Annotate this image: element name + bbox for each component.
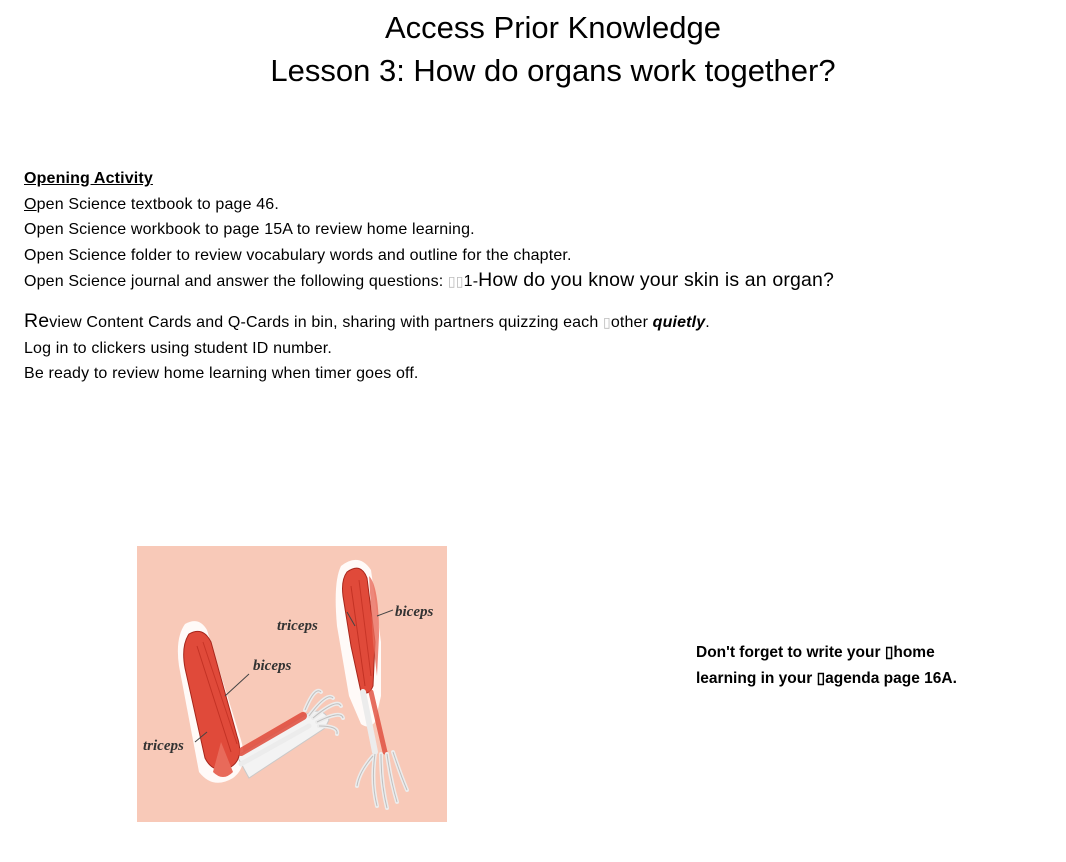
activity-item-review-cards <box>24 309 834 336</box>
review-text-2: other <box>610 313 653 331</box>
arm-muscles-illustration <box>137 546 447 822</box>
journal-text: Open Science journal and answer the following questions: <box>24 273 448 291</box>
activity-item-workbook: Open Science workbook to page 15A to review home learning. <box>24 221 475 239</box>
question-number: 1- <box>463 273 479 291</box>
activity-item-text: pen Science textbook to page 46. <box>36 195 279 213</box>
opening-activity <box>24 166 834 387</box>
label-triceps-top: triceps <box>277 618 318 634</box>
activity-item-timer: Be ready to review home learning when timer goes off. <box>24 365 419 383</box>
arm-muscles-svg <box>137 546 447 822</box>
journal-question: How do you know your skin is an organ? <box>478 269 834 292</box>
reminder-note <box>696 640 1036 692</box>
activity-item-folder: Open Science folder to review vocabulary words and outline for the chapter. <box>24 246 572 264</box>
reminder-line-2: learning in your ▯agenda page 16A. <box>696 670 957 687</box>
label-biceps-top: biceps <box>395 604 434 620</box>
reminder-line-1: Don't forget to write your ▯home <box>696 644 935 661</box>
activity-item-initial: O <box>24 195 37 213</box>
label-triceps-bottom: triceps <box>143 738 184 754</box>
activity-heading: Opening Activity <box>24 170 153 187</box>
activity-item-clickers: Log in to clickers using student ID number. <box>24 339 332 357</box>
page-subtitle: Lesson 3: How do organs work together? <box>270 53 836 88</box>
activity-item-journal <box>24 268 834 295</box>
review-emphasis: quietly <box>652 313 706 331</box>
review-text: view Content Cards and Q-Cards in bin, sharing with partners quizzing each <box>49 313 603 331</box>
placeholder-glyph: ▯▯ <box>447 273 464 290</box>
activity-item-textbook <box>24 192 834 218</box>
review-prefix: Re <box>24 309 50 332</box>
label-biceps-bottom: biceps <box>253 658 292 674</box>
placeholder-glyph: ▯ <box>602 313 611 330</box>
page-title: Access Prior Knowledge <box>385 10 721 45</box>
review-period: . <box>705 313 710 331</box>
